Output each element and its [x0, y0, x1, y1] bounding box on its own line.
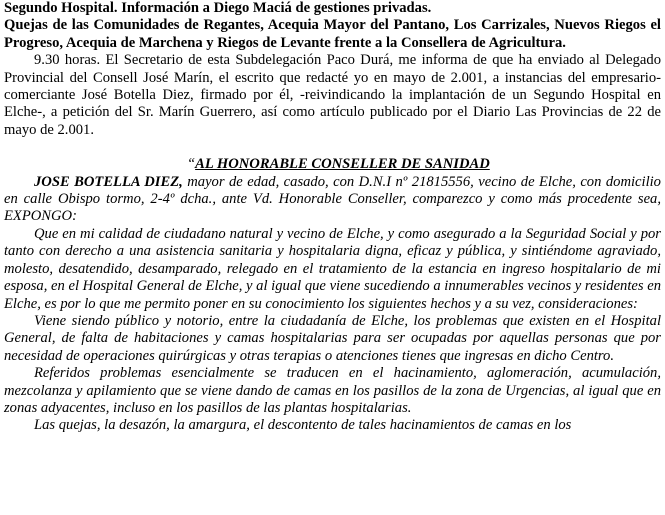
letter-title-text: AL HONORABLE CONSELLER DE SANIDAD — [195, 156, 490, 173]
document-page — [4, 0, 661, 435]
intro-paragraph: 9.30 horas. El Secretario de esta Subdelegación Paco Durá, me informa de que ha enviado al Delegado Provincial del Consell José Marín, el escrito que redacté yo en mayo de 2.001, a instancias del empresario-comerciante José Botella Diez, firmado por él, -reivindicando la implantación de un Segundo Hospital en Elche-, a petición del Sr. Marín Guerrero, así como artículo publicado por el Diario Las Provincias de 22 de mayo de 2.001. — [4, 52, 661, 138]
open-quote: “ — [187, 156, 196, 173]
letter-paragraph: Las quejas, la desazón, la amargura, el descontento de tales hacinamientos de camas en los — [34, 417, 572, 434]
sender-name: JOSE BOTELLA DIEZ, — [34, 173, 183, 190]
paragraph-gap — [4, 139, 661, 156]
heading-line-2: Quejas de las Comunidades de Regantes, Acequia Mayor del Pantano, Los Carrizales, Nuevos Riegos el Progreso, Acequia de Marchena y Riegos de Levante frente a la Consellera de Agricultura. — [4, 17, 661, 51]
letter-title — [4, 156, 661, 173]
sender-details: mayor de edad, casado, con D.N.I nº 21815556, vecino de Elche, con domicilio en calle Obispo tormo, 2-4º dcha., ante Vd. Honorable Conseller, comparezco y como más procedente sea, EXPONGO: — [4, 173, 661, 225]
letter-paragraph: Viene siendo público y notorio, entre la ciudadanía de Elche, los problemas que existen en el Hospital General, de falta de habitaciones y camas hospitalarias para ser ocupadas por aquellas personas que por necesidad de operaciones quirúrgicas y otras terapias o atenciones tienes que ingresas en dicho Centro. — [4, 312, 661, 364]
letter-paragraph: Que en mi calidad de ciudadano natural y vecino de Elche, y como asegurado a la Seguridad Social y por tanto con derecho a una asistencia sanitaria y hospitalaria digna, eficaz y pública, y sintiéndome agraviado, molesto, desatendido, desamparado, relegado en el tratamiento de la estancia en ingreso hospitalario de mi esposa, en el Hospital General de Elche, y al igual que viene sucediendo a innumerables vecinos y residentes en Elche, es por lo que me permito poner en su conocimiento los siguientes hechos y a su vez, consideraciones: — [4, 225, 661, 312]
letter-paragraph: Referidos problemas esencialmente se traducen en el hacinamiento, aglomeración, acumulación, mezcolanza y apilamiento que se viene dando de camas en los pasillos de la zona de Urgencias, al igual que en zonas adyacentes, incluso en los pasillos de las plantas hospitalarias. — [4, 365, 661, 416]
sender-paragraph — [4, 174, 661, 226]
heading-line-1: Segundo Hospital. Información a Diego Maciá de gestiones privadas. — [4, 0, 432, 16]
